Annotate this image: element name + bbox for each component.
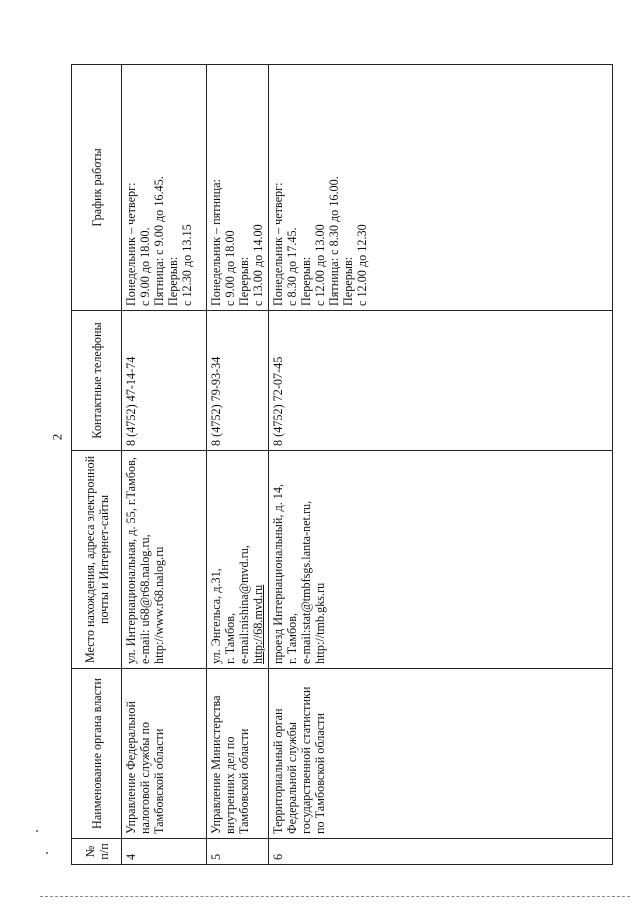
schedule-line: с 13.00 до 14.00 [251, 224, 265, 306]
row-address [207, 451, 269, 669]
header-phone: Контактные телефоны [72, 311, 122, 451]
row-phone: 8 (4752) 47-14-74 [122, 311, 207, 451]
page-number: 2 [49, 433, 65, 441]
email-link[interactable]: e-mail:stat@tmbfsgs.lanta-net.ru, [299, 500, 313, 664]
schedule-line: Понедельник – пятница: [209, 179, 223, 306]
address-line: г. Тамбов, [285, 612, 299, 664]
schedule-line: с 8.30 до 17.45. [285, 227, 299, 306]
website-link[interactable]: http://tmb.gks.ru [313, 582, 327, 664]
table-row [269, 65, 613, 865]
row-name: Управление Министерства внутренних дел по Тамбовской области [207, 669, 269, 839]
schedule-line: Понедельник – четверг: [124, 182, 138, 306]
scan-speck [36, 830, 38, 832]
address-line: г. Тамбов, [223, 612, 237, 664]
schedule-line: с 9.00 до 18.00 [223, 230, 237, 306]
schedule-line: Пятница: с 8.30 до 16.00. [327, 176, 341, 306]
header-name: Наименование органа власти [72, 669, 122, 839]
address-line: ул. Энгельса, д.31, [209, 568, 223, 664]
row-num: 6 [269, 839, 613, 865]
schedule-line: Пятница: с 9.00 до 16.45. [152, 176, 166, 306]
schedule-line: Перерыв: [237, 256, 251, 306]
scan-edge-line [40, 896, 630, 897]
rotated-table-container [71, 65, 613, 865]
table-row [122, 65, 207, 865]
website-link[interactable]: http://www.r68.nalog.ru [152, 546, 166, 664]
address-line: проезд Интернациональный, д. 14, [271, 483, 285, 664]
row-num: 4 [122, 839, 207, 865]
row-phone: 8 (4752) 79-93-34 [207, 311, 269, 451]
email-link[interactable]: e-mail:nishina@mvd.ru, [237, 545, 251, 664]
website-link[interactable]: http://68.mvd.ru [251, 584, 265, 664]
schedule-line: Перерыв: [166, 256, 180, 306]
header-schedule: График работы [72, 65, 122, 311]
schedule-line: с 12.00 до 12.30 [355, 224, 369, 306]
address-line: ул. Интернациональная, д. 55, г.Тамбов, [124, 457, 138, 664]
authorities-table [71, 64, 613, 865]
row-phone: 8 (4752) 72-07-45 [269, 311, 613, 451]
email-link[interactable]: e-mail: u68@r68.nalog.ru, [138, 534, 152, 664]
row-address [122, 451, 207, 669]
schedule-line: Понедельник – четверг: [271, 182, 285, 306]
schedule-line: с 12.00 до 13.00 [313, 224, 327, 306]
row-name: Управление Федеральной налоговой службы по Тамбовской области [122, 669, 207, 839]
schedule-line: Перерыв: [299, 256, 313, 306]
row-name: Территориальный орган Федеральной службы государственной статистики по Тамбовской области [269, 669, 613, 839]
scan-speck [46, 852, 48, 854]
header-num: № п/п [72, 839, 122, 865]
schedule-line: с 12.30 до 13.15 [180, 224, 194, 306]
schedule-line: Перерыв: [341, 256, 355, 306]
schedule-line: с 9.00 до 18.00. [138, 227, 152, 306]
table-header-row [72, 65, 122, 865]
row-schedule [269, 65, 613, 311]
row-schedule [122, 65, 207, 311]
row-num: 5 [207, 839, 269, 865]
header-address: Место нахождения, адреса электронной почты и Интернет-сайты [72, 451, 122, 669]
row-schedule [207, 65, 269, 311]
table-row [207, 65, 269, 865]
row-address [269, 451, 613, 669]
